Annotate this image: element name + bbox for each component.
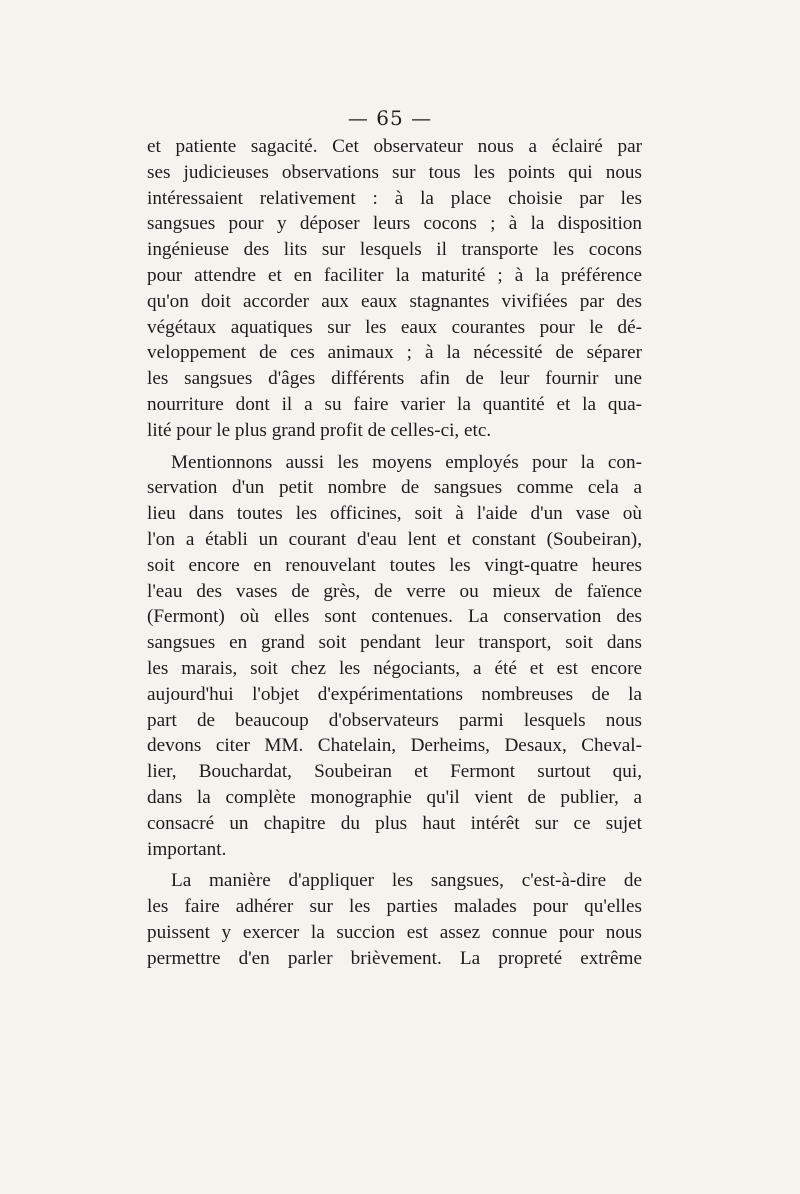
paragraph-1 — [147, 134, 642, 444]
text-line: permettre d'en parler brièvement. La propreté extrême — [147, 947, 642, 969]
text-line: dans la complète monographie qu'il vient de publier, a — [147, 786, 642, 808]
text-line: lier, Bouchardat, Soubeiran et Fermont surtout qui, — [147, 761, 642, 783]
text-line: aujourd'hui l'objet d'expérimentations nombreuses de la — [147, 683, 642, 705]
text-line: les faire adhérer sur les parties malades pour qu'elles — [147, 896, 642, 918]
text-line: l'on a établi un courant d'eau lent et constant (Soubeiran), — [147, 528, 642, 550]
text-line: et patiente sagacité. Cet observateur nous a éclairé par — [147, 136, 642, 157]
text-line: les marais, soit chez les négociants, a été et est encore — [147, 657, 642, 679]
text-line: lité pour le plus grand profit de celles-ci, etc. — [147, 419, 492, 441]
text-line: sangsues en grand soit pendant leur transport, soit dans — [147, 632, 642, 654]
paragraph-3 — [147, 868, 642, 971]
text-line: soit encore en renouvelant toutes les vingt-quatre heures — [147, 554, 642, 576]
text-line: devons citer MM. Chatelain, Derheims, Desaux, Cheval- — [147, 735, 642, 757]
text-line: servation d'un petit nombre de sangsues comme cela a — [147, 477, 642, 499]
text-line: qu'on doit accorder aux eaux stagnantes vivifiées par des — [147, 290, 642, 312]
text-line: végétaux aquatiques sur les eaux courantes pour le dé- — [147, 316, 642, 338]
text-line: consacré un chapitre du plus haut intérêt sur ce sujet — [147, 812, 642, 834]
text-line: ses judicieuses observations sur tous les points qui nous — [147, 161, 642, 183]
text-line: part de beaucoup d'observateurs parmi lesquels nous — [147, 709, 642, 731]
text-line: (Fermont) où elles sont contenues. La conservation des — [147, 606, 642, 628]
text-line: sangsues pour y déposer leurs cocons ; à la disposition — [147, 213, 642, 235]
text-line: intéressaient relativement : à la place choisie par les — [147, 187, 642, 209]
body-text — [147, 134, 642, 972]
text-line: nourriture dont il a su faire varier la quantité et la qua- — [147, 393, 642, 415]
text-line: pour attendre et en faciliter la maturité ; à la préférence — [147, 264, 642, 286]
text-line: La manière d'appliquer les sangsues, c'est-à-dire de — [171, 870, 642, 892]
text-line: important. — [147, 838, 227, 860]
paragraph-2 — [147, 450, 642, 863]
text-line: les sangsues d'âges différents afin de leur fournir une — [147, 368, 642, 390]
text-line: puissent y exercer la succion est assez connue pour nous — [147, 921, 642, 943]
text-line: Mentionnons aussi les moyens employés pour la con- — [171, 451, 642, 473]
text-line: veloppement de ces animaux ; à la nécessité de séparer — [147, 342, 642, 364]
text-line: ingénieuse des lits sur lesquels il transporte les cocons — [147, 239, 642, 261]
text-line: lieu dans toutes les officines, soit à l'aide d'un vase où — [147, 503, 642, 525]
text-line: l'eau des vases de grès, de verre ou mieux de faïence — [147, 580, 642, 602]
page-number: — 65 — — [347, 106, 433, 130]
